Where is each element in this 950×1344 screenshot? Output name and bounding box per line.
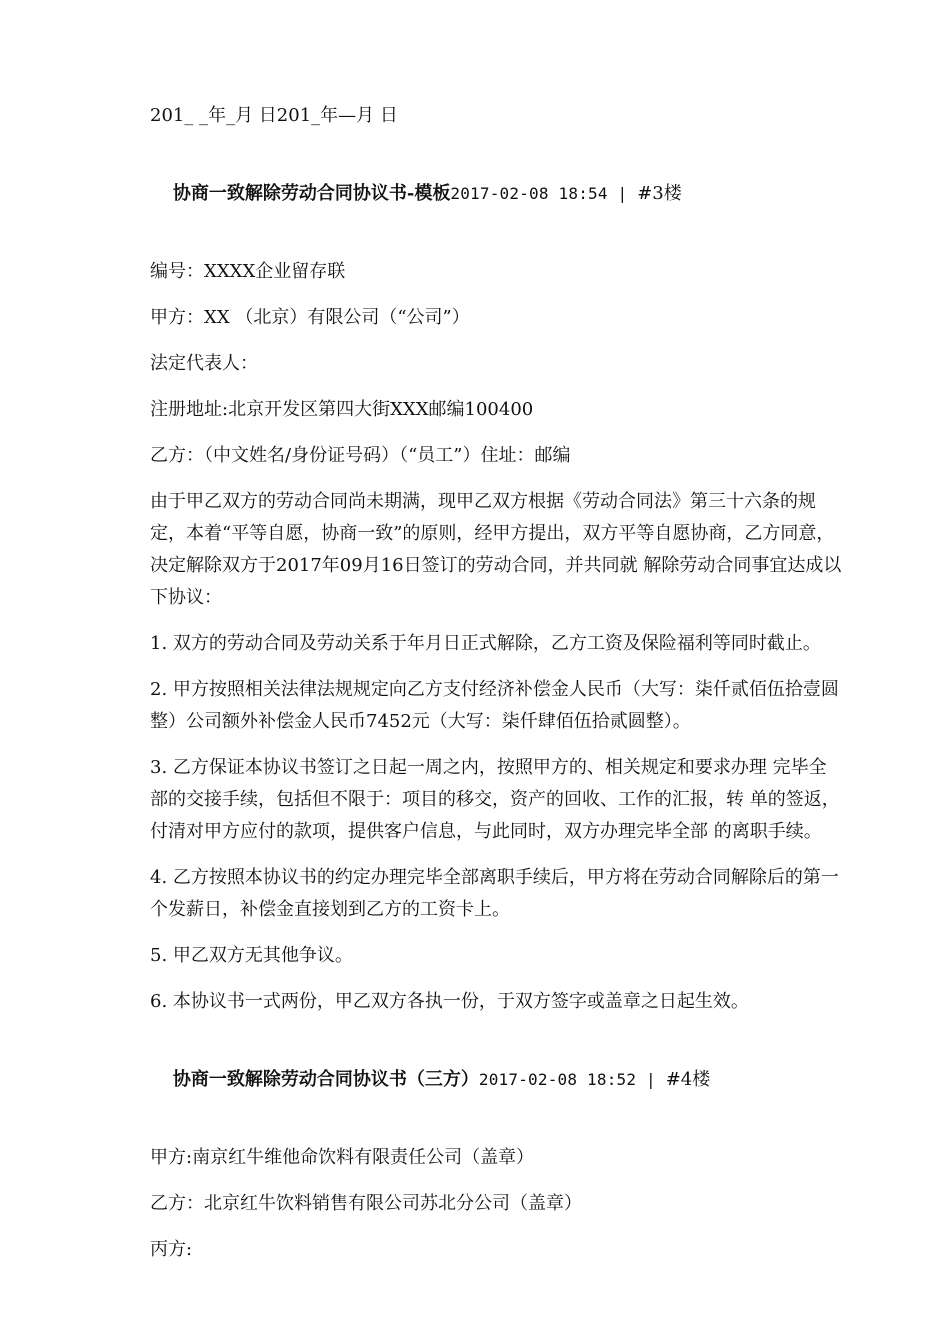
agreement-item-6: 6. 本协议书一式两份，甲乙双方各执一份，于双方签字或盖章之日起生效。 (150, 991, 749, 1012)
agreement-item-2: 2. 甲方按照相关法律法规规定向乙方支付经济补偿金人民币（大写：柒仟贰佰伍拾壹圆整）公司额外补偿金人民币7452元（大写：柒仟肆佰伍拾贰圆整）。 (150, 679, 839, 732)
legal-representative: 法定代表人： (150, 353, 258, 374)
party-a-second: 甲方:南京红牛维他命饮料有限责任公司（盖章） (150, 1147, 535, 1168)
top-date-line: 201_ _年_月 日201_年—月 日 (150, 105, 398, 126)
post-title-4: 协商一致解除劳动合同协议书（三方） (172, 1069, 479, 1090)
post-title-3: 协商一致解除劳动合同协议书-模板 (172, 183, 451, 204)
post-meta-3: 2017-02-08 18:54 | (450, 184, 638, 203)
agreement-item-4: 4. 乙方按照本协议书的约定办理完毕全部离职手续后，甲方将在劳动合同解除后的第一个发薪日，补偿金直接划到乙方的工资卡上。 (150, 867, 839, 920)
document-page (150, 100, 842, 1280)
party-b-second: 乙方：北京红牛饮料销售有限公司苏北分公司（盖章） (150, 1193, 582, 1214)
party-b: 乙方：（中文姓名/身份证号码）（“员工”）住址：邮编 (150, 445, 571, 466)
post-heading-4 (150, 1032, 842, 1128)
agreement-item-3: 3. 乙方保证本协议书签订之日起一周之内，按照甲方的、相关规定和要求办理 完毕全部的交接手续，包括但不限于：项目的移交，资产的回收、工作的汇报，转 单的签返，付清对甲方应付的款项，提供客户信息，与此同时，双方办理完毕全部 的离职手续。 (150, 757, 840, 842)
post-floor-3: #3楼 (637, 183, 682, 204)
intro-paragraph: 由于甲乙双方的劳动合同尚未期满，现甲乙双方根据《劳动合同法》第三十六条的规定，本着“平等自愿，协商一致”的原则，经甲方提出，双方平等自愿协商，乙方同意，决定解除双方于2017年09月16日签订的劳动合同，并共同就 解除劳动合同事宜达成以下协议： (150, 491, 842, 608)
agreement-item-1: 1. 双方的劳动合同及劳动关系于年月日正式解除，乙方工资及保险福利等同时截止。 (150, 633, 821, 654)
registered-address: 注册地址:北京开发区第四大街XXX邮编100400 (150, 399, 534, 420)
post-heading-3 (150, 146, 842, 242)
agreement-item-5: 5. 甲乙双方无其他争议。 (150, 945, 353, 966)
serial-number: 编号：XXXX企业留存联 (150, 261, 346, 282)
post-meta-4: 2017-02-08 18:52 | (478, 1070, 666, 1089)
party-a: 甲方：XX （北京）有限公司（“公司”） (150, 307, 470, 328)
party-c-second: 丙方: (150, 1239, 193, 1260)
post-floor-4: #4楼 (665, 1069, 711, 1090)
